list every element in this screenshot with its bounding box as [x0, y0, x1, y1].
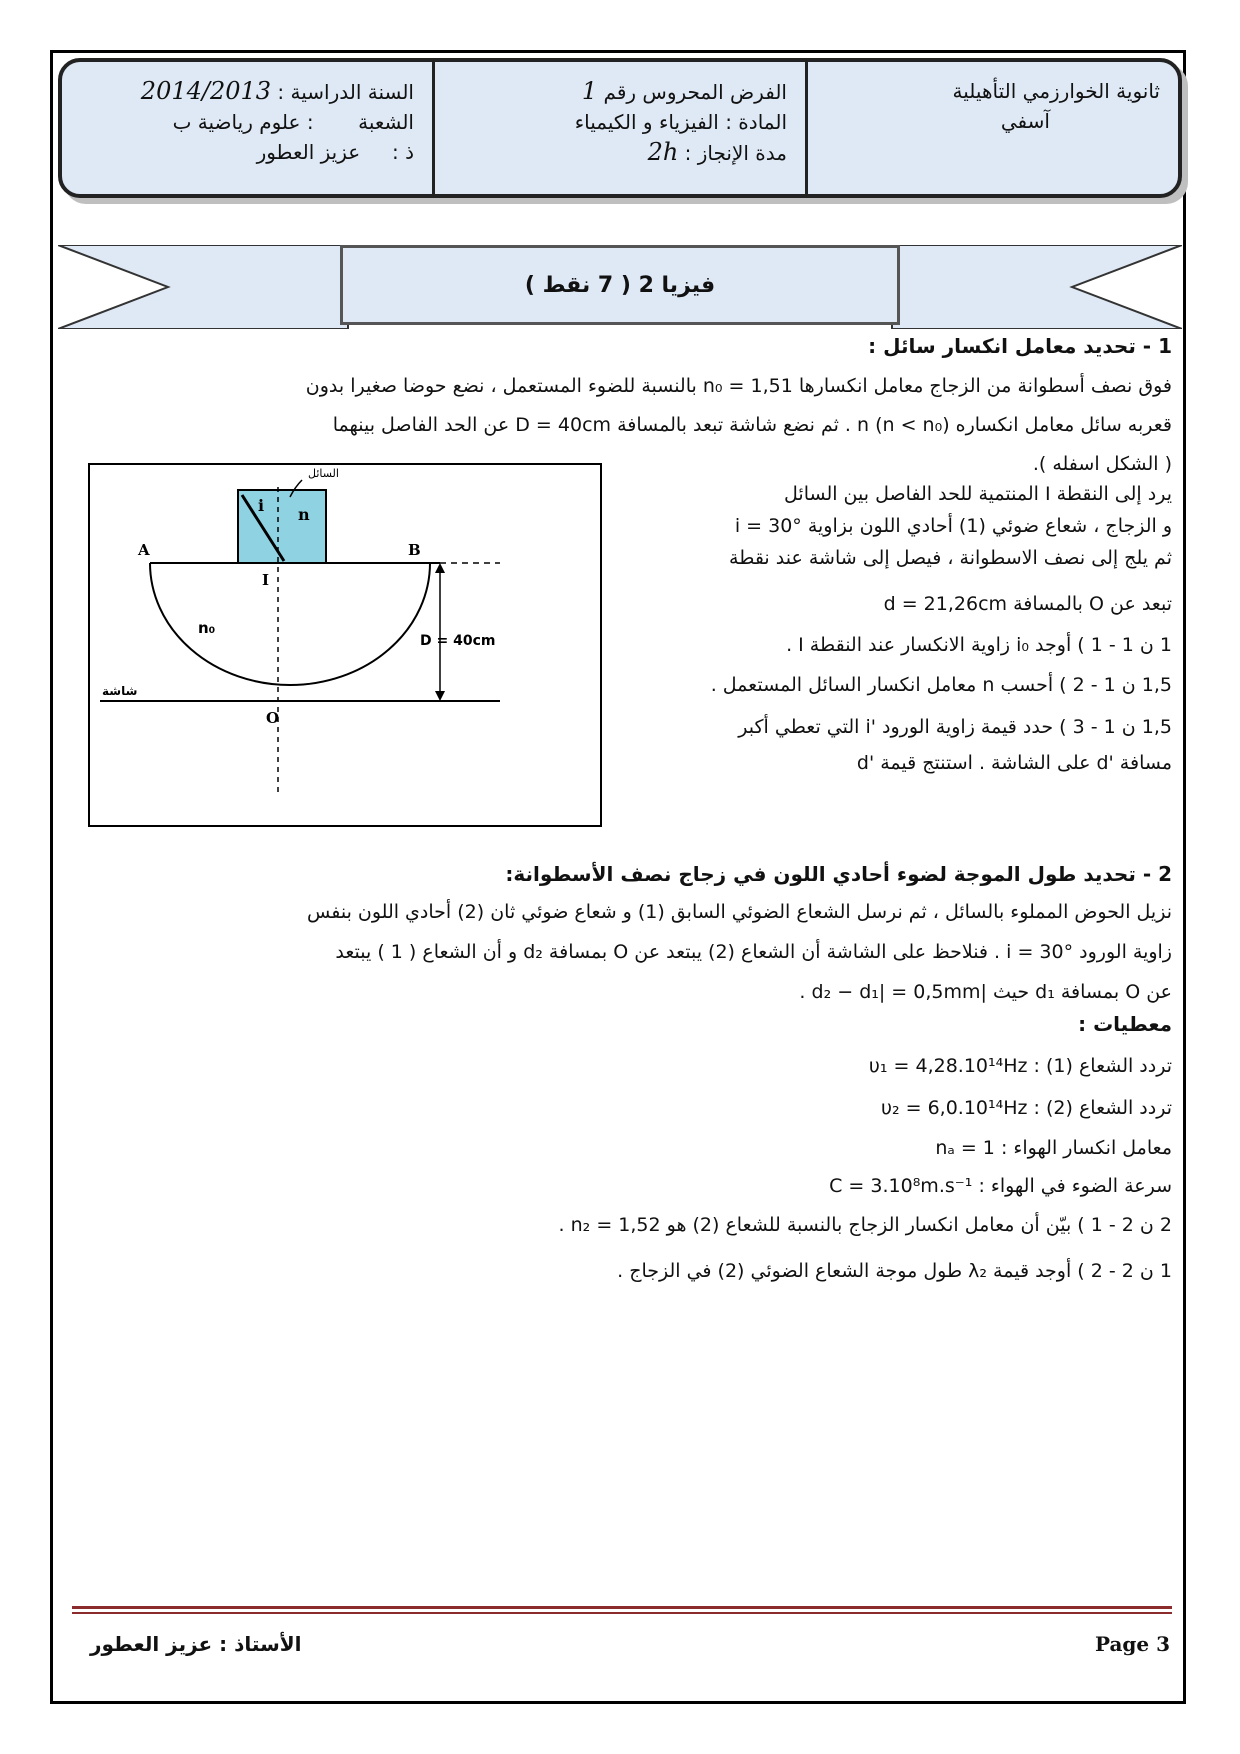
refraction-figure — [88, 463, 602, 827]
data-frequency-2: تردد الشعاع (2) : υ₂ = 6,0.10¹⁴Hz — [880, 1097, 1172, 1119]
exam-header — [58, 58, 1182, 198]
teacher-label: ذ : — [391, 140, 414, 164]
part1-p7: تبعد عن O بالمسافة d = 21,26cm — [883, 593, 1172, 615]
part1-p6: ثم يلج إلى نصف الاسطوانة ، فيصل إلى شاشة عند نقطة — [729, 547, 1172, 569]
question-1-2: 1,5 ن 1 - 2 ) أحسب n معامل انكسار السائل المستعمل . — [710, 674, 1172, 696]
data-light-speed: سرعة الضوء في الهواء : C = 3.10⁸m.s⁻¹ — [829, 1175, 1172, 1197]
glass-index-label: n₀ — [198, 619, 216, 637]
header-info-cell — [62, 62, 432, 194]
distance-D-label: D = 40cm — [420, 633, 496, 649]
data-air-index: معامل انكسار الهواء : nₐ = 1 — [935, 1137, 1172, 1159]
page-number: Page 3 — [1094, 1632, 1170, 1656]
angle-i-label: i — [258, 496, 265, 515]
header-exam-cell — [432, 62, 805, 194]
school-city: آسفي — [1000, 109, 1050, 133]
question-1-1: 1 ن 1 - 1 ) أوجد i₀ زاوية الانكسار عند النقطة I . — [786, 634, 1172, 656]
school-name: ثانوية الخوارزمي التأهيلية — [952, 79, 1160, 103]
exam-subject: المادة : الفيزياء و الكيمياء — [574, 110, 787, 134]
question-2-1: 2 ن 2 - 1 ) بيّن أن معامل انكسار الزجاج بالنسبة للشعاع (2) هو n₂ = 1,52 . — [558, 1214, 1172, 1236]
point-A-label: A — [138, 541, 150, 559]
liquid-label: السائل — [308, 467, 339, 480]
year-value: 2014/2013 — [140, 77, 272, 105]
teacher-value: عزيز العطور — [256, 140, 361, 164]
data-frequency-1: تردد الشعاع (1) : υ₁ = 4,28.10¹⁴Hz — [868, 1055, 1172, 1077]
part2-p2: زاوية الورود i = 30° . فنلاحظ على الشاشة أن الشعاع (2) يبتعد عن O بمسافة d₂ و أن الشعاع ( 1 ) يبتعد — [335, 941, 1172, 963]
point-I-label: I — [262, 571, 270, 589]
question-2-2: 1 ن 2 - 2 ) أوجد قيمة λ₂ طول موجة الشعاع الضوئي (2) في الزجاج . — [617, 1260, 1172, 1282]
part1-p1: فوق نصف أسطوانة من الزجاج معامل انكسارها n₀ = 1,51 بالنسبة للضوء المستعمل ، نضع حوضا صغيرا بدون — [305, 375, 1172, 397]
footer-rule-thin — [72, 1612, 1172, 1614]
question-1-3: 1,5 ن 1 - 3 ) حدد قيمة زاوية الورود 'i التي تعطي أكبر — [738, 716, 1172, 738]
branch-value: : علوم رياضية ب — [172, 110, 314, 134]
arrowhead-top — [435, 563, 445, 573]
arrowhead-bottom — [435, 691, 445, 701]
part1-p2: قعربه سائل معامل انكساره n (n < n₀) . ثم نضع شاشة تبعد بالمسافة D = 40cm عن الحد الفاصل بينهما — [332, 414, 1172, 436]
refraction-diagram — [90, 465, 600, 825]
point-O-label: O — [266, 709, 280, 727]
branch-label: الشعبة — [358, 110, 414, 134]
part2-p1: نزيل الحوض المملوء بالسائل ، ثم نرسل الشعاع الضوئي السابق (1) و شعاع ضوئي ثان (2) أحادي اللون بنفس — [307, 901, 1172, 923]
header-school-cell — [805, 62, 1178, 194]
part1-p4: يرد إلى النقطة I المنتمية للحد الفاصل بين السائل — [784, 483, 1172, 505]
liquid-tank — [238, 490, 326, 563]
half-cylinder — [150, 563, 430, 685]
liquid-index-label: n — [298, 505, 310, 524]
question-1-3-continued: مسافة 'd على الشاشة . استنتج قيمة 'd — [856, 752, 1172, 774]
year-label: السنة الدراسية : — [277, 80, 414, 104]
section-title: فيزيا 2 ( 7 نقط ) — [340, 245, 900, 325]
screen-label: شاشة — [102, 684, 138, 698]
part2-p3: عن O بمسافة d₁ حيث |d₂ − d₁| = 0,5mm . — [799, 981, 1172, 1003]
duration-label: مدة الإنجاز : — [684, 141, 787, 165]
part1-heading: 1 - تحديد معامل انكسار سائل : — [868, 334, 1172, 358]
part2-heading: 2 - تحديد طول الموجة لضوء أحادي اللون في زجاج نصف الأسطوانة: — [505, 862, 1172, 886]
part1-p3: ( الشكل اسفله ). — [1032, 453, 1172, 475]
footer-teacher: الأستاذ : عزيز العطور — [90, 1632, 302, 1656]
point-B-label: B — [408, 541, 421, 559]
part1-p5: و الزجاج ، شعاع ضوئي (1) أحادي اللون بزاوية i = 30° — [734, 515, 1172, 537]
exam-number: 1 — [581, 77, 598, 105]
duration-value: 2h — [647, 138, 679, 166]
data-heading: معطيات : — [1078, 1012, 1172, 1036]
footer-rule — [72, 1606, 1172, 1609]
exam-title: الفرض المحروس رقم — [603, 80, 787, 104]
